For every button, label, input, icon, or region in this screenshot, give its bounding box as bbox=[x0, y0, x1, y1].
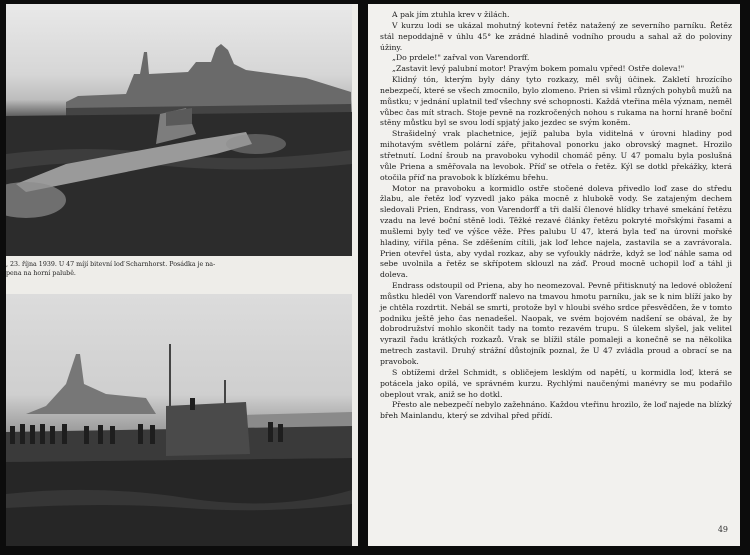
paragraph: „Zastavit levý palubní motor! Pravým bokem pomalu vpřed! Ostře doleva!" bbox=[392, 64, 685, 74]
paragraph: A pak jím ztuhla krev v žilách. bbox=[392, 10, 510, 19]
paragraph: Endrass odstoupil od Priena, aby ho neomezoval. Pevně přitisknutý na ledové obložení můstku hleděl von Varendorff nalevo na tmavou hmotu parníku, jak se k nim blíží jako by je chtěla rozdrtit. Nebál se smrti, protože byl v hloubi svého srdce přesvědčen, že v tomto podniku ještě jeho čas nenadešel. Naopak, ve svém bojovém nadšení se obával, že by dobrodružství mohlo skončit tady na tomto rezavém trupu. S úlekem slyšel, jak velitel vyrazil řadu krátkých rozkazů. Vrak se blížil stále pomaleji a konečně se na několika metrech zastavil. Druhý strážní důstojník poznal, že U 47 zvládla proud a obrací se na pravobok. bbox=[380, 281, 732, 366]
paragraph: Přesto ale nebezpečí nebylo zažehnáno. Každou vteřinu hrozilo, že loď najede na blízký břeh Mainlandu, který se zdvihal před přídí. bbox=[380, 400, 732, 421]
photo-caption bbox=[6, 260, 352, 278]
paragraph: Strašidelný vrak plachetnice, jejíž paluba byla viditelná v úrovni hladiny pod mihotavým světlem polární záře, přitahoval ponorku jako obrovský magnet. Hrozilo střetnutí. Lodní šroub na pravoboku vyhodil chomáč pěny. U 47 pomalu byla poslušná vůle Priena a směřovala na levobok. Příď se otřela o řetěz. Kýl se dotkl překážky, která otočila příď na pravobok k blízkému břehu. bbox=[380, 129, 732, 182]
photo-bottom-drawing bbox=[6, 294, 352, 546]
body-text bbox=[380, 10, 732, 422]
paragraph: Klidný tón, kterým byly dány tyto rozkazy, měl svůj účinek. Zakletí hrozícího nebezpečí, které se všech zmocnilo, bylo zlomeno. Prien si všiml různých pohybů mužů na můstku; v jednání uplatnil teď všechny své schopnosti. Každá vteřina měla význam, neměl vůbec čas mít strach. Stoje pevně na rozkročených nohou s rukama na horní hraně boční stěny můstku byl se svou lodí spjatý jako jezdec se svým koněm. bbox=[380, 75, 732, 128]
caption-line-1: , 23. října 1939. U 47 míjí bitevní loď Scharnhorst. Posádka je na- bbox=[6, 261, 216, 268]
photo-u47-crew-on-deck bbox=[6, 294, 352, 546]
photo-scharnhorst-and-u47 bbox=[6, 4, 352, 256]
paragraph: Motor na pravoboku a kormidlo ostře stočené doleva přivedlo loď zase do středu žlabu, ale řetěz loď vyzvedl jako páka mocně z hlubokě vody. Se zatajeným dechem sledovali Prien, Endrass, von Varendorff a tři další členové hlídky trhavé smekání řetězu vzadu na levé boční stěně lodi. Těžké rezavé články řetězu pokryté mořskými řasami a mušlemi byly teď ve výšce věže. Přes palubu U 47, která byla teď na úrovni mořské hladiny, vířila pěna. Se zděšením cítili, jak loď lehce najela, zastavila se a zavrávorala. Prien otevřel ústa, aby vydal rozkaz, aby se vyfoukly nádrže, když se loď náhle sama od sebe uvolnila a řetěz se skřípotem sklouzl na záď. Proud mocně uchopil loď a táhl ji doleva. bbox=[380, 183, 732, 280]
photo-top-drawing bbox=[6, 4, 352, 256]
page-number: 49 bbox=[717, 525, 728, 534]
left-page bbox=[6, 4, 358, 546]
caption-line-2: pena na horní palubě. bbox=[6, 270, 76, 277]
paragraph: V kurzu lodi se ukázal mohutný kotevní řetěz natažený ze severního parníku. Řetěz stál nepoddajně v úhlu 45° ke zrádné hladině vodního proudu a sahal až do poloviny úžiny. bbox=[380, 20, 732, 52]
right-page bbox=[368, 4, 740, 546]
paragraph: S obtížemi držel Schmidt, s obličejem lesklým od napětí, u kormidla loď, která se potácela jako opilá, ve správném kurzu. Rychlými naučenými manévry se mu podařilo obeplout vrak, aniž se ho dotkl. bbox=[380, 367, 732, 399]
paragraph: „Do prdele!" zařval von Varendorff. bbox=[392, 53, 530, 63]
